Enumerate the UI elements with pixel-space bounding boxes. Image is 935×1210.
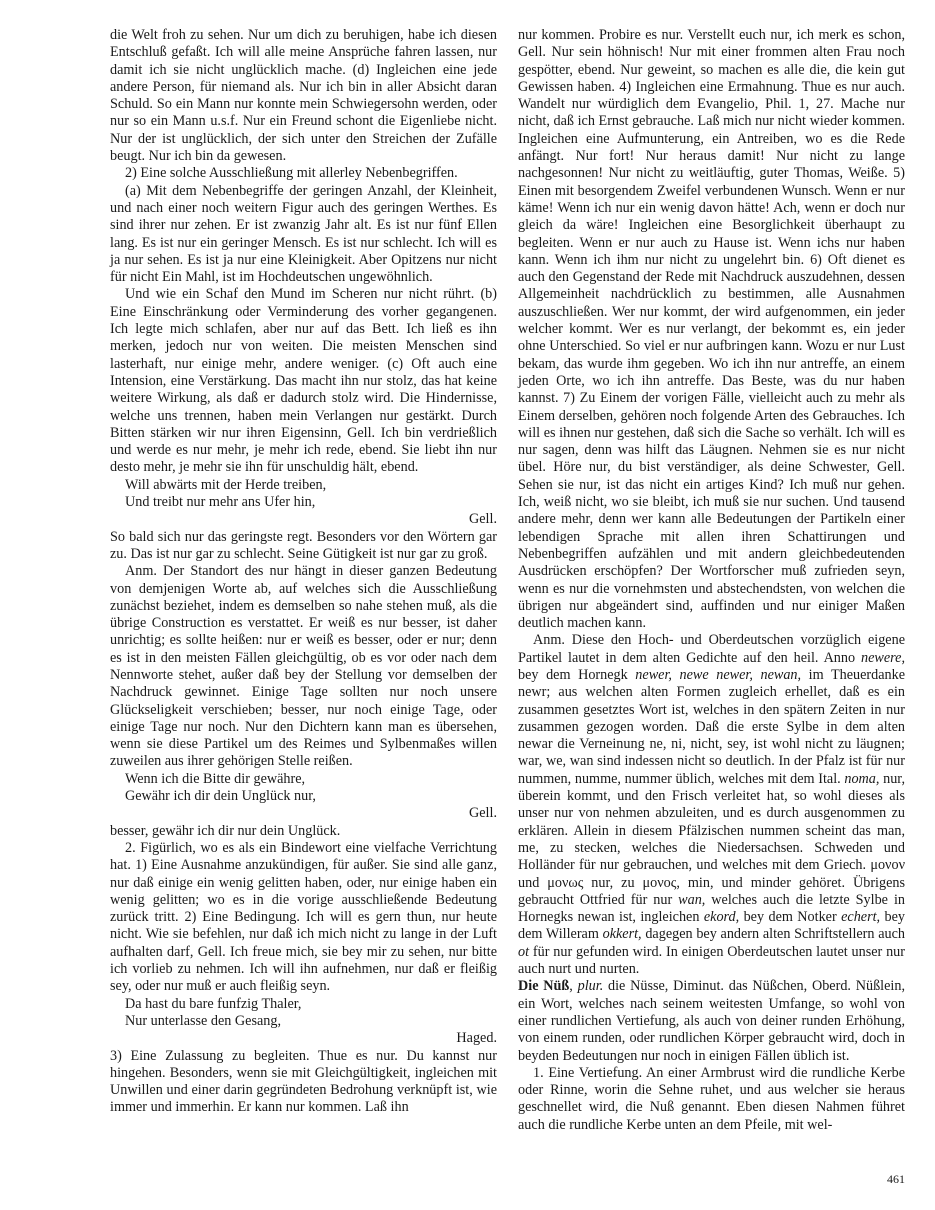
text-run: nur, überein kommt, und den Frisch verleitet hat, so wohl dieses als unser nur von nehmen abzuleiten, und es durch ausgenommen zu erklären. Allein in diesem Pfälzischen nummen scheint das man, me, zu stecken, welches die Niedersachsen. Schweden und Holländer für nur gebrauchen, und welches mit dem Griech. μονον und μονως nur, zu μονος, min, und minder gehöret. Übrigens gebraucht Ottfried für nur [518, 770, 905, 908]
text-run: dagegen bey andern alten Schriftstellern auch [641, 926, 905, 943]
paragraph: Und wie ein Schaf den Mund im Scheren nur nicht rührt. (b) Eine Einschränkung oder Verminderung des vorher gegangenen. Ich legte mich schlafen, aber nur auf das Bett. Ich ließ es ihn merken, jedoch nur von weiten. Die meisten Menschen sind lasterhaft, nur einige mehr, andere weniger. (c) Oft auch eine Intension, eine Verstärkung. Das macht ihn nur stolz, das hat keine weitere Wirkung, als daß er dadurch stolz wird. Die Hindernisse, welche uns trennen, haben mein Verlangen nur gestärkt. Durch Bitten stärken wir nur ihren Eigensinn, Gell. Ich bin verdrießlich und werde es nur mehr, je mehr ich rede, ebend. Sie liebt ihn nur desto mehr, je mehr sie ihn für unschuldig hält, ebend. [110, 286, 497, 476]
paragraph: 3) Eine Zulassung zu begleiten. Thue es nur. Du kannst nur hingehen. Besonders, wenn sie mit Gleichgültigkeit, ingleichen mit Unwillen und einer darin gegründeten Bedrohung verknüpft ist, wie immer und immerhin. Er kann nur kommen. Laß ihn [110, 1047, 497, 1116]
verse-line: Will abwärts mit der Herde treiben, [125, 476, 327, 493]
verse-source: Gell. [469, 805, 497, 822]
paragraph: So bald sich nur das geringste regt. Besonders vor den Wörtern gar zu. Das ist nur gar zu schlecht. Seine Gütigkeit ist nur gar zu groß. [110, 528, 497, 562]
text-run: für nur gefunden wird. In einigen Oberdeutschen lautet unser nur auch nurt und nurten. [518, 943, 905, 978]
page-number: 461 [887, 1172, 905, 1186]
verse-line: Nur unterlasse den Gesang, [125, 1012, 282, 1029]
verse-line: Gewähr ich dir dein Unglück nur, [125, 788, 316, 805]
verse-source: Haged. [456, 1030, 497, 1047]
italic-form: echert, [841, 909, 881, 926]
verse-line: Und treibt nur mehr ans Ufer hin, [125, 494, 316, 511]
paragraph: besser, gewähr ich dir nur dein Unglück. [110, 822, 341, 839]
text-run: bey dem Hornegk [518, 666, 636, 683]
verse-line: Da hast du bare funfzig Thaler, [125, 995, 302, 1012]
right-column [518, 27, 905, 1134]
text-run: , [569, 978, 578, 995]
text-run: bey dem Notker [739, 909, 842, 926]
annotation-paragraph [518, 632, 905, 978]
verse-source: Gell. [469, 511, 497, 528]
italic-form: plur. [577, 978, 604, 995]
paragraph: Anm. Der Standort des nur hängt in dieser ganzen Bedeutung von demjenigen Worte ab, auf welches sich die Ausschließung zunächst beziehet, indem es demselben so nahe stehen muß, als die übrige Construction es verstattet. Er weiß es nur besser, ist daher unrichtig; es sollte heißen: nur er weiß es besser, oder er nur; denn es ist in den meisten Fällen gleichgültig, ob es vor oder nach dem Nennworte stehet, außer daß bey der Stellung vor demselben der Nachdruck gewinnet. Einige Tage sollten nur noch unsere Glückseligkeit verschieben; besser, nur noch einige Tage, oder einige Tage nur noch. Nur den Dichtern kann man es übersehen, wenn sie diese Partikel um des Reimes und Sylbenmaßes willen zuweilen aus ihrer gehörigen Stelle reißen. [110, 563, 497, 770]
paragraph: 1. Eine Vertiefung. An einer Armbrust wird die rundliche Kerbe oder Rinne, worin die Sehne ruhet, und aus welcher sie heraus geschnellet wird, die Nuß genannt. Eben diesen Nahmen führet auch die rundliche Kerbe unten an dem Pfeile, mit wel- [518, 1064, 905, 1133]
paragraph: 2. Figürlich, wo es als ein Bindewort eine vielfache Verrichtung hat. 1) Eine Ausnahme anzukündigen, für außer. Sie sind alle ganz, nur daß einige ein wenig gelitten haben, oder, nur einige haben ein wenig gelitten; wo es in die vorige ausschließende Bedeutung zurück tritt. 2) Eine Bedingung. Ich will es gern thun, nur heute nicht. Wie sie befehlen, nur daß ich mich nicht zu lange in der Luft aufhalten darf, Gell. Ich freue mich, sie bey mir zu sehen, nur bitte ich vorlieb zu nehmen. Ich will ihn aufnehmen, nur daß er fleißig sey, oder nur muß er auch fleißig seyn. [110, 839, 497, 995]
verse-line: Wenn ich die Bitte dir gewähre, [125, 770, 306, 787]
text-run: im Theuerdanke newr; aus welchen alten Formen zugleich erhellet, daß es ein zusammen gesetztes Wort ist, welches in den spätern Zeiten in nur zusammen gezogen worden. Daß die erste Sylbe in dem alten newar die Verneinung ne, ni, nicht, sey, ist wohl nicht zu läugnen; war, we, wan sind indessen nicht so deutlich. In der Pfalz ist für nur nummen, numme, nummer üblich, welches mit dem Ital. [518, 666, 905, 787]
paragraph: 2) Eine solche Ausschließung mit allerley Nebenbegriffen. [125, 165, 458, 182]
paragraph: nur kommen. Probire es nur. Verstellt euch nur, ich merk es schon, Gell. Nur sein höhnisch! Nur mit einer frommen alten Frau noch gespötter, ebend. Nur geweint, so machen es alle die, die kein gut Gewissen haben. 4) Ingleichen eine Ermahnung. Thue es nur auch. Wandelt nur würdiglich dem Evangelio, Phil. 1, 27. Mache nur nicht, daß ich Ernst gebrauche. Laß mich nur nicht wieder kommen. Ingleichen eine Aufmunterung, ein Antreiben, wo es die Rede anfängt. Nur fort! Nur heraus damit! Nur nicht zu lange nachgesonnen! Nur nicht zu weitläuftig, guter Thomas, Weiße. 5) Einen mit besorgendem Zweifel verbundenen Wunsch. Wenn er nur käme! Wenn ich nur ein wenig davon hätte! Ach, wenn er doch nur gleich da wäre! Ingleichen eine Besorglichkeit überhaupt zu begleiten. Wenn er nur auch zu Hause ist. Wenn ichs nur haben kann. Wenn ich ihm nur nicht zu ungelehrt bin. 6) Oft dienet es auch den Gegenstand der Rede mit Nachdruck auszudehnen, dessen Allgemeinheit nachdrücklich zu bestimmen, alle Ausnahmen auszuschließen. Wer nur kommt, der wird aufgenommen, ein jeder welcher kommt. Wer es nur verlangt, der bekommt es, ein jeder ohne Unterschied. So viel er nur aufbringen kann. Wozu er nur Lust bekam, das wurde ihm gegeben. Wo ich ihn nur antreffe, an einem jeden Orte, wo ich ihn antreffe. Das Beste, was du nur haben kannst. 7) Zu Einem der vorigen Fälle, vielleicht auch zu mehr als Einem derselben, gehören noch folgende Arten des Gebrauches. Ich will es ihnen nur gestehen, daß sich die Sache so verhält. Ich will es nur sagen, denn was hilft das Läugnen. Nehmen sie es nur nicht übel. Höre nur, du bist verständiger, als deine Schwester, Gell. Sehen sie nur, ist das nicht ein artiges Kind? Ich muß nur gehen. Ich, weiß nicht, wo sie bleibt, ich muß sie nur suchen. Und tausend andere mehr, denn wer kann alle Bedeutungen der Partikeln einer lebendigen Sprache mit allen ihren Schattirungen und Nebenbegriffen aufzählen und mit andern gleichbedeutenden Ausdrücken erschöpfen? Der Wortforscher muß zufrieden seyn, wenn es nur die vornehmsten und abstechendsten, von welchen die übrigen nur abgeändert sind, auffinden und nur einiger Maßen deutlich machen kann. [518, 27, 905, 632]
text-run: bey dem Willeram [518, 909, 905, 943]
italic-form: wan, [678, 891, 706, 908]
entry-headword: Die Nüß [518, 978, 570, 995]
paragraph: (a) Mit dem Nebenbegriffe der geringen Anzahl, der Kleinheit, und nach einer noch weitern Figur auch des geringen Werthes. Es sind ihrer nur zehen. Er ist zwanzig Jahr alt. Es ist nur fünf Ellen lang. Es ist nur ein geringer Mensch. Es ist nur schlecht. Ich will es ja nur sehen. Es ist ja nur eine Kleinigkeit. Aber Opitzens nur nicht für nicht Ein Mahl, ist im Hochdeutschen ungewöhnlich. [110, 182, 497, 286]
text-run: die Nüsse, Diminut. das Nüßchen, Oberd. Nüßlein, ein Wort, welches nach seinem weitesten Umfange, so wohl von einer rundlichen Vertiefung, als auch von deiner runden Erhöhung, von einem runden, oder rundlichen Körper gebraucht wird, doch in beyden Bedeutungen nur noch in einigen Fällen üblich ist. [518, 978, 905, 1064]
italic-form: ot [518, 943, 530, 960]
text-run: welches auch die letzte Sylbe in Hornegks newan ist, ingleichen [518, 891, 905, 926]
entry-paragraph [518, 978, 905, 1064]
italic-form: okkert, [602, 926, 642, 943]
italic-form: newer, newe newer, newan, [635, 666, 802, 683]
italic-form: newere, [861, 649, 905, 666]
italic-form: ekord, [703, 909, 740, 926]
paragraph: die Welt froh zu sehen. Nur um dich zu beruhigen, habe ich diesen Entschluß gefaßt. Ich will alle meine Ansprüche fahren lassen, nur damit ich sie nicht unglücklich mache. (d) Ingleichen eine jede andere Person, für niemand als. Nur ich bin in aller Absicht daran Schuld. So ein Mann nur konnte mein Schwiegersohn werden, oder nur so ein Mann u.s.f. Nur ein Freund schont die Eigenliebe nicht. Nur der ist unglücklich, der sich unter den Streichen der Zufälle beugt. Nur ich bin da gewesen. [110, 27, 497, 165]
left-column [110, 27, 497, 1117]
text-run: Anm. Diese den Hoch- und Oberdeutschen vorzüglich eigene Partikel lautet in dem alten Gedichte auf den heil. Anno [518, 632, 905, 666]
italic-form: noma, [844, 770, 880, 787]
